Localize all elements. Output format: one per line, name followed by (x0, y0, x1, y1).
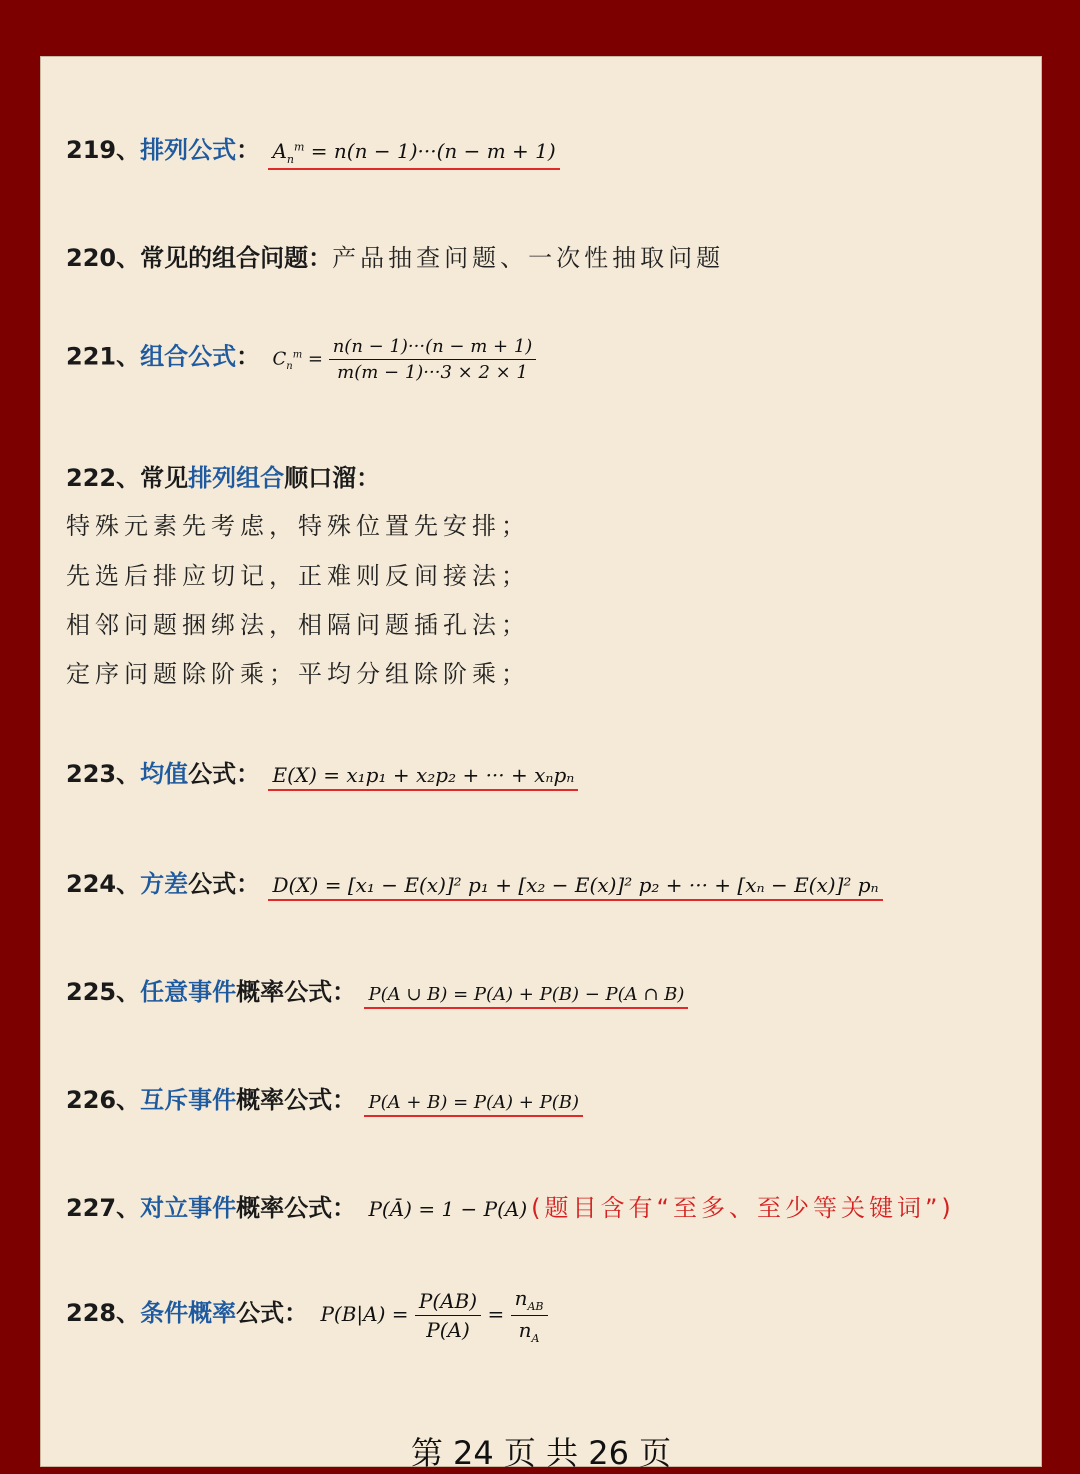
permutation-formula: $A_n^m = n(n - 1)\cdot\cdot\cdot(n - m + 1)$ (268, 139, 559, 170)
item-224 (66, 864, 883, 901)
formula-lhs: P(B|A) = (320, 1302, 415, 1326)
item-222 (66, 458, 380, 493)
item-title: 常见的组合问题 (140, 244, 309, 272)
item-227 (66, 1188, 955, 1223)
fraction-numerator: n(n − 1)···(n − m + 1) (329, 336, 537, 360)
variance-formula: D(X) = [x₁ − E(x)]² p₁ + [x₂ − E(x)]² p₂ + ··· + [xₙ − E(x)]² pₙ (268, 873, 882, 901)
item-number: 223、 (66, 760, 141, 788)
keyword-note: (题目含有“至多、至少等关键词”) (531, 1194, 955, 1222)
item-title-rest: 概率公式 (236, 1086, 333, 1114)
item-number: 220、 (66, 244, 141, 272)
fraction-denominator: m(m − 1)···3 × 2 × 1 (337, 362, 528, 383)
item-title: 互斥事件 (140, 1086, 237, 1114)
item-title-rest: 顺口溜 (284, 464, 357, 492)
fraction-2 (511, 1286, 548, 1345)
mean-formula: E(X) = x₁p₁ + x₂p₂ + ··· + xₙpₙ (268, 763, 578, 791)
complement-formula: P(Ā) = 1 − P(A) (368, 1197, 528, 1221)
fraction-denominator: P(A) (426, 1318, 470, 1342)
item-number: 228、 (66, 1299, 141, 1327)
item-228 (66, 1286, 552, 1347)
item-title-rest: 公式 (236, 1299, 285, 1327)
formula-c: C (272, 348, 287, 370)
colon: ： (236, 870, 261, 898)
colon: ： (356, 464, 381, 492)
fraction-1 (415, 1289, 481, 1342)
any-event-formula: P(A ∪ B) = P(A) + P(B) − P(A ∩ B) (364, 984, 688, 1009)
item-title: 任意事件 (140, 978, 237, 1006)
page-footer: 第 24 页 共 26 页 (410, 1434, 672, 1472)
item-title: 均值 (140, 760, 189, 788)
item-220 (66, 238, 724, 273)
item-number: 226、 (66, 1086, 141, 1114)
item-title-rest: 公式 (188, 870, 237, 898)
colon: ： (236, 342, 261, 371)
item-text: 产品抽查问题、一次性抽取问题 (332, 244, 725, 272)
poem-line-1: 特殊元素先考虑，特殊位置先安排； (66, 512, 530, 540)
item-number: 221、 (66, 342, 141, 371)
item-221 (66, 336, 540, 385)
combination-formula (268, 336, 540, 385)
formula-eq: = (302, 348, 329, 370)
item-title: 排列公式 (140, 136, 237, 164)
item-title: 条件概率 (140, 1299, 237, 1327)
item-223 (66, 754, 578, 791)
item-title: 对立事件 (140, 1194, 237, 1222)
page-paper (40, 56, 1042, 1472)
poem-line-4: 定序问题除阶乘；平均分组除阶乘； (66, 660, 530, 688)
item-title: 排列组合 (188, 464, 285, 492)
item-number: 225、 (66, 978, 141, 1006)
item-219 (66, 130, 560, 170)
fraction-numerator: P(AB) (415, 1289, 481, 1316)
formula-eq: = (487, 1302, 511, 1326)
item-number: 224、 (66, 870, 141, 898)
colon: ： (332, 1194, 357, 1222)
formula-sub: n (286, 361, 293, 373)
combination-fraction (329, 336, 537, 383)
conditional-formula (316, 1286, 551, 1347)
formula-sup: m (292, 349, 303, 361)
colon: ： (332, 1086, 357, 1114)
poem-line-3: 相邻问题捆绑法，相隔问题插孔法； (66, 611, 530, 639)
item-title: 组合公式 (140, 342, 237, 371)
fraction-denominator: $n_A$ (518, 1318, 540, 1345)
exclusive-event-formula: P(A + B) = P(A) + P(B) (364, 1092, 583, 1117)
item-title: 方差 (140, 870, 189, 898)
item-226 (66, 1080, 583, 1117)
colon: ： (236, 760, 261, 788)
poem-line-2: 先选后排应切记，正难则反间接法； (66, 562, 530, 590)
item-225 (66, 972, 688, 1009)
fraction-numerator: $n_{AB}$ (511, 1286, 548, 1316)
item-number: 227、 (66, 1194, 141, 1222)
colon: ： (236, 136, 261, 164)
item-title-rest: 概率公式 (236, 978, 333, 1006)
item-number: 219、 (66, 136, 141, 164)
colon: ： (332, 978, 357, 1006)
item-title-rest: 公式 (188, 760, 237, 788)
colon: ： (284, 1299, 309, 1327)
item-title-pre: 常见 (140, 464, 189, 492)
item-number: 222、 (66, 464, 141, 492)
colon: ： (308, 244, 333, 272)
item-title-rest: 概率公式 (236, 1194, 333, 1222)
